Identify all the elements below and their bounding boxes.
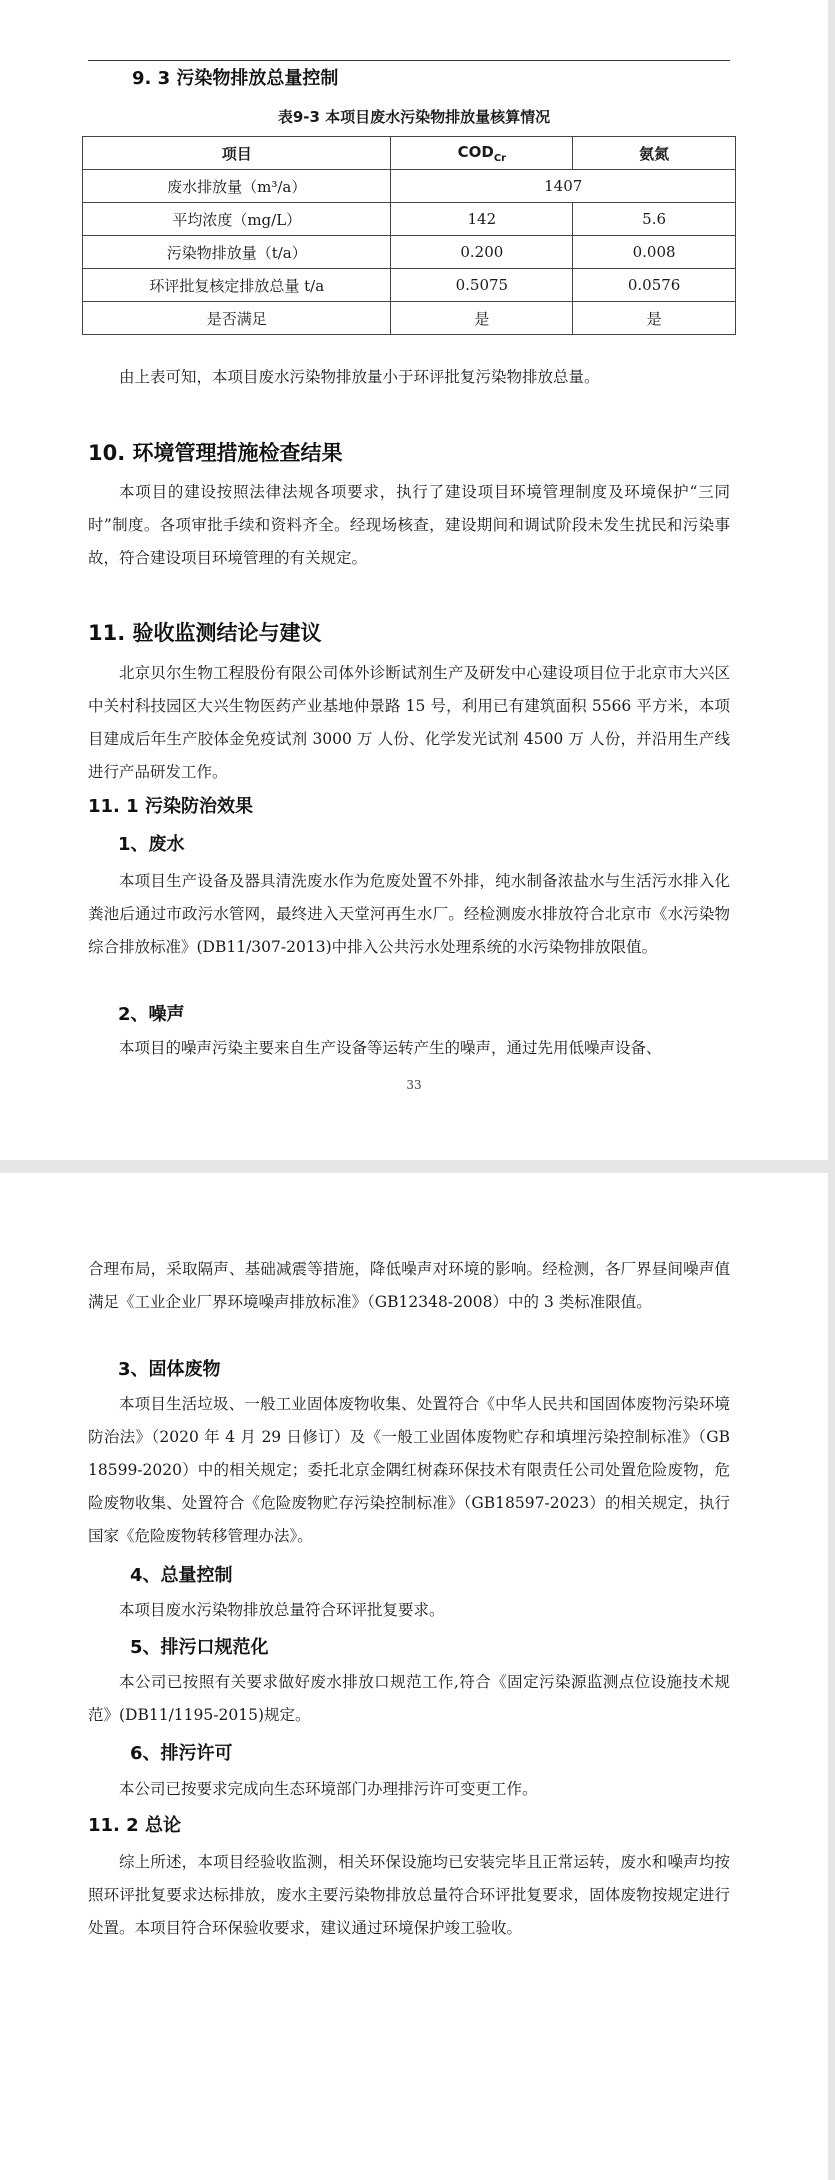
ammonia-value: 是 (573, 302, 736, 335)
section-10-text: 本项目的建设按照法律法规各项要求，执行了建设项目环境管理制度及环境保护“三同时”制度。各项审批手续和资料齐全。经现场核查，建设期间和调试阶段未发生扰民和污染事故，符合建设项目环境管理的有关规定。 (88, 483, 730, 567)
header-cod (391, 137, 573, 170)
heading-noise: 2、噪声 (118, 1004, 185, 1025)
wastewater-text: 本项目生产设备及器具清洗废水作为危废处置不外排，纯水制备浓盐水与生活污水排入化粪池后通过市政污水管网，最终进入天堂河再生水厂。经检测废水排放符合北京市《水污染物综合排放标准》(DB11/307-2013)中排入公共污水处理系统的水污染物排放限值。 (88, 872, 730, 956)
heading-11-2: 11. 2 总论 (88, 1815, 181, 1836)
solid-waste-text: 本项目生活垃圾、一般工业固体废物收集、处置符合《中华人民共和国固体废物污染环境防治法》（2020 年 4 月 29 日修订）及《一般工业固体废物贮存和填埋污染控制标准》（GB 18599-2020）中的相关规定；委托北京金隅红树森环保技术有限责任公司处置危险废物，危险废物收集、处置符合《危险废物贮存污染控制标准》（GB18597-2023）的相关规定，执行国家《危险废物转移管理办法》。 (88, 1395, 730, 1545)
heading-outfall: 5、排污口规范化 (130, 1637, 269, 1658)
permit-body (88, 1773, 730, 1806)
heading-solid-waste: 3、固体废物 (118, 1359, 221, 1380)
heading-11: 11. 验收监测结论与建议 (88, 621, 322, 645)
table-row (83, 236, 736, 269)
row-label: 污染物排放量（t/a） (83, 236, 391, 269)
heading-9-3: 9. 3 污染物排放总量控制 (132, 68, 339, 89)
section-10-body (88, 476, 730, 575)
table-row (83, 170, 736, 203)
total-control-body (88, 1594, 730, 1627)
conclusion-text: 综上所述，本项目经验收监测，相关环保设施均已安装完毕且正常运转，废水和噪声均按照环评批复要求达标排放，废水主要污染物排放总量符合环评批复要求，固体废物按规定进行处置。本项目符合环保验收要求，建议通过环境保护竣工验收。 (88, 1853, 730, 1937)
header-rule (88, 60, 730, 61)
table-note-text: 由上表可知，本项目废水污染物排放量小于环评批复污染物排放总量。 (119, 368, 600, 386)
table-row (83, 302, 736, 335)
table-header-row (83, 137, 736, 170)
row-label: 是否满足 (83, 302, 391, 335)
table-caption: 表9-3 本项目废水污染物排放量核算情况 (277, 108, 551, 126)
noise-text-start: 本项目的噪声污染主要来自生产设备等运转产生的噪声，通过先用低噪声设备、 (119, 1039, 662, 1057)
header-ammonia: 氨氮 (573, 137, 736, 170)
row-label: 环评批复核定排放总量 t/a (83, 269, 391, 302)
table-row (83, 269, 736, 302)
ammonia-value: 0.0576 (573, 269, 736, 302)
page-number: 33 (406, 1078, 422, 1092)
header-item: 项目 (83, 137, 391, 170)
cod-value: 是 (391, 302, 573, 335)
ammonia-value: 5.6 (573, 203, 736, 236)
section-11-text: 北京贝尔生物工程股份有限公司体外诊断试剂生产及研发中心建设项目位于北京市大兴区中关村科技园区大兴生物医药产业基地仲景路 15 号，利用已有建筑面积 5566 平方米，本项目建成后年生产胶体金免疫试剂 3000 万 人份、化学发光试剂 4500 万 人份，并沿用生产线进行产品研发工作。 (88, 664, 730, 781)
header-cod-text: COD (457, 142, 494, 161)
cod-value: 0.5075 (391, 269, 573, 302)
ammonia-value: 0.008 (573, 236, 736, 269)
solid-waste-body (88, 1388, 730, 1553)
heading-permit: 6、排污许可 (130, 1743, 233, 1764)
header-cod-sub: Cr (493, 152, 507, 164)
noise-continued-body (88, 1253, 730, 1319)
conclusion-body (88, 1846, 730, 1945)
outfall-text: 本公司已按照有关要求做好废水排放口规范工作,符合《固定污染源监测点位设施技术规范》(DB11/1195-2015)规定。 (88, 1673, 730, 1724)
cod-value: 142 (391, 203, 573, 236)
heading-10: 10. 环境管理措施检查结果 (88, 441, 343, 465)
cod-value: 0.200 (391, 236, 573, 269)
row-label: 废水排放量（m³/a） (83, 170, 391, 203)
heading-total-control: 4、总量控制 (130, 1565, 233, 1586)
total-control-text: 本项目废水污染物排放总量符合环评批复要求。 (119, 1601, 445, 1619)
table-row (83, 203, 736, 236)
emission-table (82, 136, 736, 335)
outfall-body (88, 1666, 730, 1732)
noise-body (88, 1032, 730, 1065)
table-note (88, 361, 730, 394)
permit-text: 本公司已按要求完成向生态环境部门办理排污许可变更工作。 (119, 1780, 538, 1798)
heading-wastewater: 1、废水 (118, 834, 185, 855)
noise-text-cont: 合理布局，采取隔声、基础减震等措施，降低噪声对环境的影响。经检测，各厂界昼间噪声值满足《工业企业厂界环境噪声排放标准》（GB12348-2008）中的 3 类标准限值。 (88, 1260, 730, 1311)
heading-11-1: 11. 1 污染防治效果 (88, 796, 253, 817)
row-merged-value: 1407 (391, 170, 736, 203)
wastewater-body (88, 865, 730, 964)
section-11-body (88, 657, 730, 789)
row-label: 平均浓度（mg/L） (83, 203, 391, 236)
page-2 (0, 1173, 828, 2180)
